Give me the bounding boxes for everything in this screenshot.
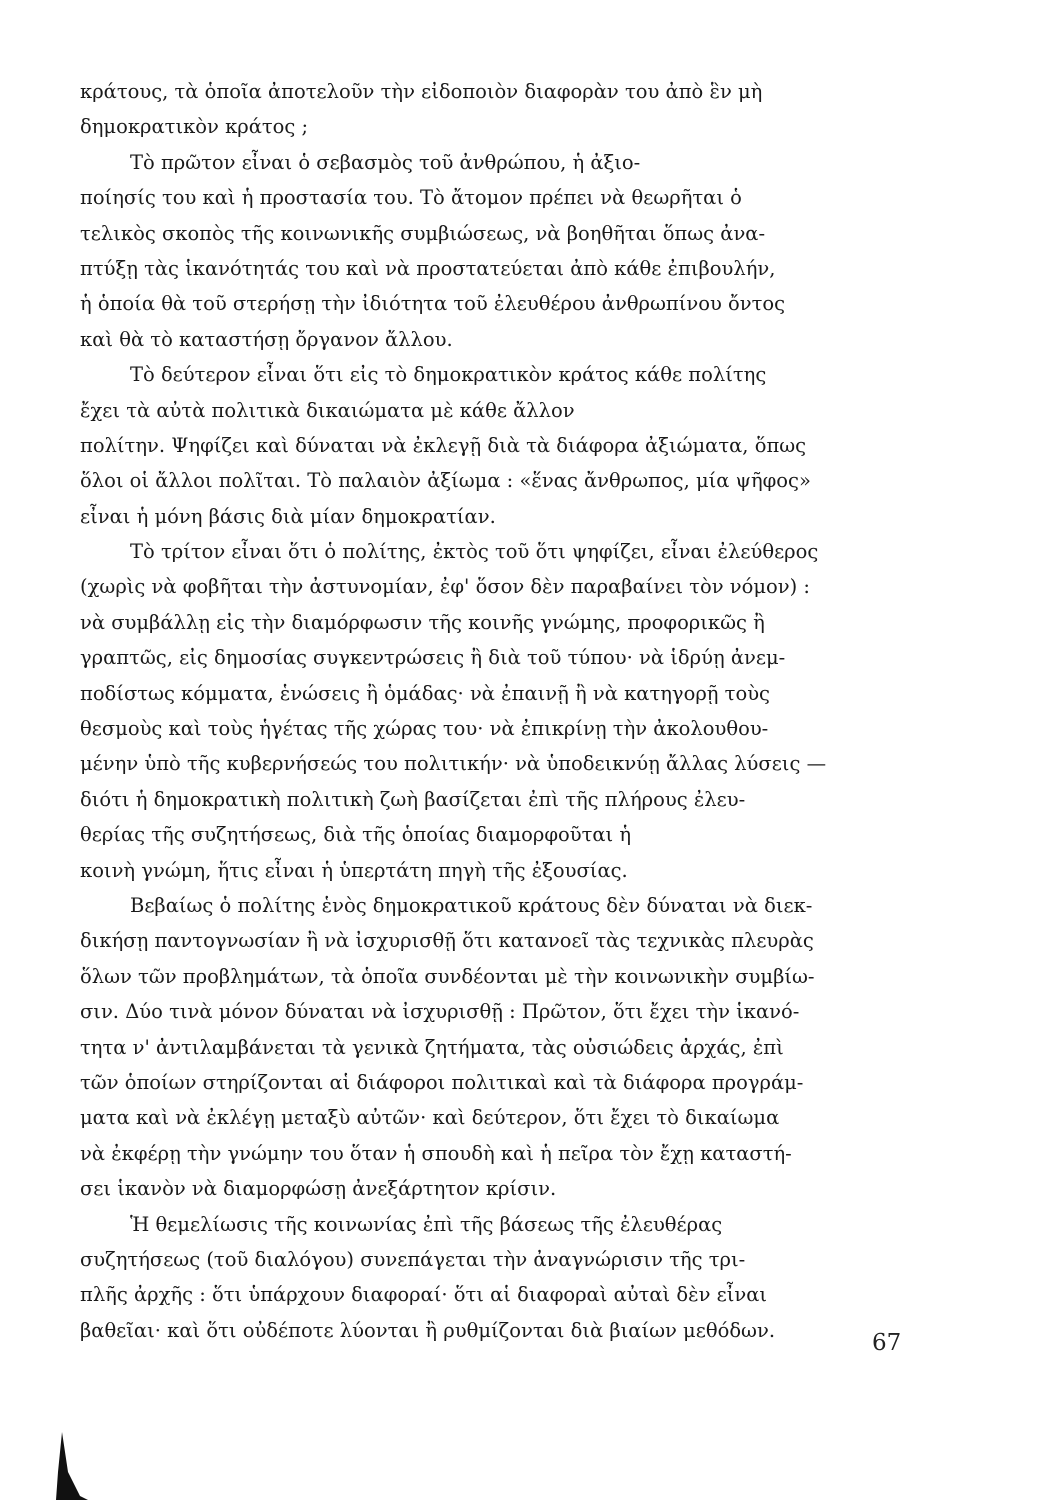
text-line: πολίτην. Ψηφίζει καὶ δύναται νὰ ἐκλεγῇ διὰ τὰ διάφορα ἀξιώματα, ὅπως bbox=[80, 433, 807, 457]
text-line: ὅλων τῶν προβλημάτων, τὰ ὁποῖα συνδέονται μὲ τὴν κοινωνικὴν συμβίω- bbox=[80, 964, 815, 988]
text-line: Βεβαίως ὁ πολίτης ἑνὸς δημοκρατικοῦ κράτους δὲν δύναται νὰ διεκ- bbox=[130, 893, 813, 917]
text-line: κοινὴ γνώμη, ἥτις εἶναι ἡ ὑπερτάτη πηγὴ τῆς ἐξουσίας. bbox=[80, 858, 628, 882]
text-line: Τὸ δεύτερον εἶναι ὅτι εἰς τὸ δημοκρατικὸν κράτος κάθε πολίτης bbox=[130, 363, 767, 387]
text-line: ματα καὶ νὰ ἐκλέγῃ μεταξὺ αὐτῶν· καὶ δεύτερον, ὅτι ἔχει τὸ δικαίωμα bbox=[80, 1106, 780, 1130]
text-line: εἶναι ἡ μόνη βάσις διὰ μίαν δημοκρατίαν. bbox=[80, 504, 496, 528]
text-line: τητα ν' ἀντιλαμβάνεται τὰ γενικὰ ζητήματα, τὰς οὐσιώδεις ἀρχάς, ἐπὶ bbox=[80, 1035, 784, 1059]
text-line: βαθεῖαι· καὶ ὅτι οὐδέποτε λύονται ἢ ρυθμίζονται διὰ βιαίων μεθόδων. bbox=[80, 1318, 776, 1342]
text-line: συζητήσεως (τοῦ διαλόγου) συνεπάγεται τὴν ἀναγνώρισιν τῆς τρι- bbox=[80, 1247, 746, 1271]
text-line: Τὸ τρίτον εἶναι ὅτι ὁ πολίτης, ἐκτὸς τοῦ ὅτι ψηφίζει, εἶναι ἐλεύθερος bbox=[130, 540, 819, 564]
scan-edge-mark-icon bbox=[48, 1432, 90, 1500]
text-line: καὶ θὰ τὸ καταστήσῃ ὄργανον ἄλλου. bbox=[80, 327, 453, 351]
text-line: νὰ συμβάλλῃ εἰς τὴν διαμόρφωσιν τῆς κοινῆς γνώμης, προφορικῶς ἢ bbox=[80, 610, 765, 634]
text-line: σει ἱκανὸν νὰ διαμορφώσῃ ἀνεξάρτητον κρίσιν. bbox=[80, 1177, 557, 1201]
text-line: ποίησίς του καὶ ἡ προστασία του. Τὸ ἄτομον πρέπει νὰ θεωρῆται ὁ bbox=[80, 186, 742, 210]
text-line: ἡ ὁποία θὰ τοῦ στερήσῃ τὴν ἰδιότητα τοῦ ἐλευθέρου ἀνθρωπίνου ὄντος bbox=[80, 292, 786, 316]
text-line: ποδίστως κόμματα, ἑνώσεις ἢ ὁμάδας· νὰ ἐπαινῇ ἢ νὰ κατηγορῇ τοὺς bbox=[80, 681, 770, 705]
text-line: Τὸ πρῶτον εἶναι ὁ σεβασμὸς τοῦ ἀνθρώπου, ἡ ἀξιο- bbox=[130, 150, 641, 174]
text-line: θεσμοὺς καὶ τοὺς ἡγέτας τῆς χώρας του· νὰ ἐπικρίνῃ τὴν ἀκολουθου- bbox=[80, 717, 769, 741]
text-line: θερίας τῆς συζητήσεως, διὰ τῆς ὁποίας διαμορφοῦται ἡ bbox=[80, 823, 632, 847]
text-line: τῶν ὁποίων στηρίζονται αἱ διάφοροι πολιτικαὶ καὶ τὰ διάφορα προγράμ- bbox=[80, 1070, 804, 1094]
text-line: ὅλοι οἱ ἄλλοι πολῖται. Τὸ παλαιὸν ἀξίωμα : «ἕνας ἄνθρωπος, μία ψῆφος» bbox=[80, 469, 811, 493]
text-line: τελικὸς σκοπὸς τῆς κοινωνικῆς συμβιώσεως, νὰ βοηθῆται ὅπως ἀνα- bbox=[80, 221, 766, 245]
text-line: γραπτῶς, εἰς δημοσίας συγκεντρώσεις ἢ διὰ τοῦ τύπου· νὰ ἱδρύῃ ἀνεμ- bbox=[80, 646, 786, 670]
text-line: νὰ ἐκφέρῃ τὴν γνώμην του ὅταν ἡ σπουδὴ καὶ ἡ πεῖρα τὸν ἔχῃ καταστή- bbox=[80, 1141, 792, 1165]
text-line: πλῆς ἀρχῆς : ὅτι ὑπάρχουν διαφοραί· ὅτι αἱ διαφοραὶ αὐταὶ δὲν εἶναι bbox=[80, 1283, 768, 1307]
text-line: κράτους, τὰ ὁποῖα ἀποτελοῦν τὴν εἰδοποιὸν διαφορὰν του ἀπὸ ἓν μὴ bbox=[80, 80, 763, 103]
text-line: μένην ὑπὸ τῆς κυβερνήσεώς του πολιτικήν· νὰ ὑποδεικνύῃ ἄλλας λύσεις — bbox=[80, 752, 827, 776]
text-line: δικήσῃ παντογνωσίαν ἢ νὰ ἰσχυρισθῇ ὅτι κατανοεῖ τὰς τεχνικὰς πλευρὰς bbox=[80, 929, 814, 953]
page-number: 67 bbox=[872, 1330, 902, 1356]
text-line: (χωρὶς νὰ φοβῆται τὴν ἀστυνομίαν, ἐφ' ὅσον δὲν παραβαίνει τὸν νόμον) : bbox=[80, 575, 811, 599]
text-line: ἔχει τὰ αὐτὰ πολιτικὰ δικαιώματα μὲ κάθε ἄλλον bbox=[80, 398, 575, 422]
text-line: διότι ἡ δημοκρατικὴ πολιτικὴ ζωὴ βασίζεται ἐπὶ τῆς πλήρους ἐλευ- bbox=[80, 787, 746, 811]
text-line: πτύξῃ τὰς ἱκανότητάς του καὶ νὰ προστατεύεται ἀπὸ κάθε ἐπιβουλήν, bbox=[80, 256, 776, 280]
text-line: σιν. Δύο τινὰ μόνον δύναται νὰ ἰσχυρισθῇ : Πρῶτον, ὅτι ἔχει τὴν ἱκανό- bbox=[80, 1000, 800, 1024]
text-line: Ἡ θεμελίωσις τῆς κοινωνίας ἐπὶ τῆς βάσεως τῆς ἐλευθέρας bbox=[130, 1212, 723, 1236]
text-line: δημοκρατικὸν κράτος ; bbox=[80, 115, 309, 139]
body-text bbox=[80, 74, 905, 1348]
